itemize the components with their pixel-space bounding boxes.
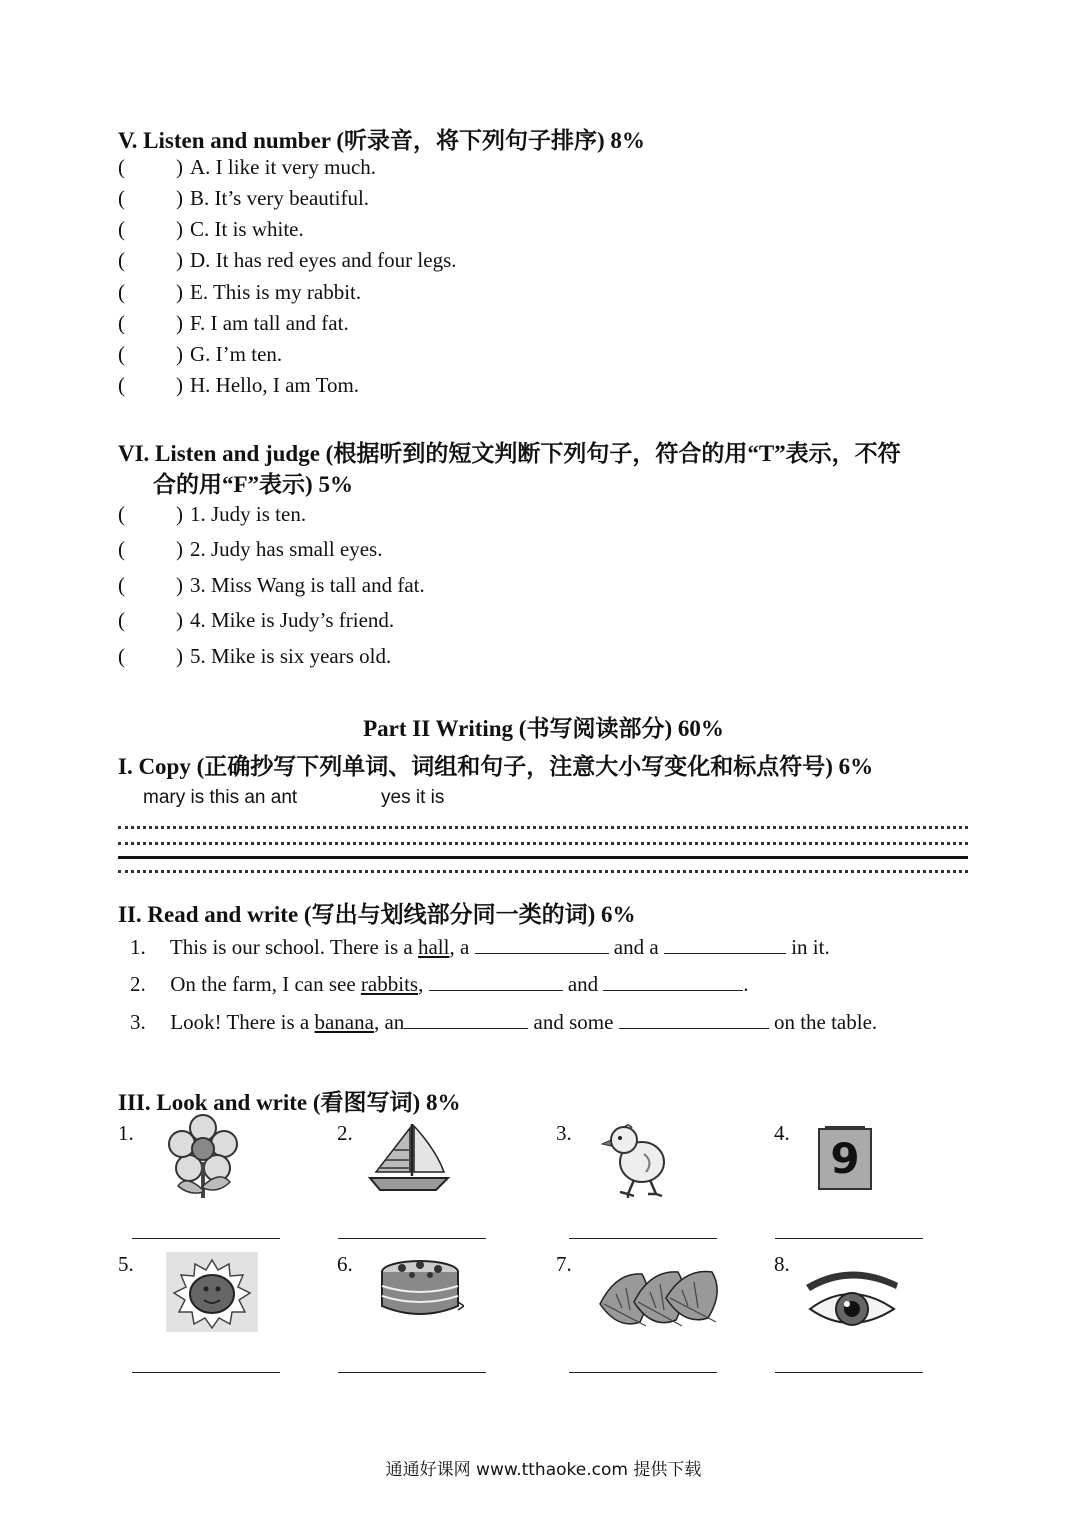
answer-paren-left: ( [118,311,125,335]
flower-icon [164,1112,242,1204]
picture-number: 2. [337,1121,353,1145]
list-item [118,342,718,370]
underlined-word: hall [417,935,450,959]
answer-line[interactable] [569,1372,717,1373]
picture-number: 3. [556,1121,572,1145]
sun-icon [166,1252,258,1332]
section-vi-heading-cont: 合的用“F”表示) 5% [153,472,353,497]
answer-paren-left: ( [118,644,125,668]
answer-blank[interactable] [603,972,743,991]
answer-paren-left: ( [118,373,125,397]
picture-number: 6. [337,1252,353,1276]
list-item [118,502,718,530]
section-v-heading: V. Listen and number (听录音，将下列句子排序) 8% [118,128,645,153]
footer-text: 通通好课网 www.tthaoke.com 提供下载 [385,1460,702,1480]
list-item [118,155,718,183]
list-item [118,186,718,214]
list-item [118,537,718,565]
item-text: 2. Judy has small eyes. [190,537,383,561]
picture-number: 7. [556,1252,572,1276]
item-text: and a [608,935,664,959]
copy-phrase-2: yes it is [381,787,445,808]
answer-paren-left: ( [118,155,125,179]
answer-paren-left: ( [118,248,125,272]
answer-paren-right: ) [176,311,183,335]
answer-line[interactable] [338,1238,486,1239]
item-text: A. I like it very much. [190,155,377,179]
writing-line-dotted-top [118,826,968,829]
number-nine-icon [818,1128,872,1190]
answer-paren-right: ) [176,217,183,241]
item-text: 4. Mike is Judy’s friend. [190,608,395,632]
item-text: and [562,972,604,996]
read-item-3 [130,1010,877,1035]
answer-blank[interactable] [429,972,563,991]
answer-paren-right: ) [176,644,183,668]
answer-line[interactable] [775,1238,923,1239]
writing-line-dotted-bottom [118,870,968,873]
item-text: on the table. [768,1010,878,1034]
item-text: On the farm, I can see [170,972,361,996]
underlined-word: rabbits [360,972,419,996]
item-text: . [743,972,749,996]
section-vi-heading: VI. Listen and judge (根据听到的短文判断下列句子，符合的用“T”表示，不符 [118,441,901,466]
picture-number: 8. [774,1252,790,1276]
answer-line[interactable] [569,1238,717,1239]
item-text: in it. [785,935,830,959]
answer-paren-left: ( [118,573,125,597]
item-number: 3. [130,1010,146,1034]
part-two-title: Part II Writing (书写阅读部分) 60% [363,716,724,741]
answer-paren-right: ) [176,155,183,179]
chick-icon [598,1120,672,1198]
list-item [118,280,718,308]
number-nine-label: 9 [830,1134,860,1183]
answer-blank[interactable] [475,935,609,954]
section-v-list [118,155,718,405]
list-item [118,311,718,339]
section-vi-list [118,502,718,682]
copy-phrase-1: mary is this an ant [143,787,298,808]
underlined-word: banana [314,1010,374,1034]
item-text: B. It’s very beautiful. [190,186,370,210]
item-number: 2. [130,972,146,996]
answer-paren-right: ) [176,342,183,366]
item-text: , an [373,1010,405,1034]
answer-paren-right: ) [176,502,183,526]
answer-paren-right: ) [176,608,183,632]
section-copy-heading: I. Copy (正确抄写下列单词、词组和句子，注意大小写变化和标点符号) 6% [118,754,874,779]
section-read-heading: II. Read and write (写出与划线部分同一类的词) 6% [118,902,636,927]
item-text: F. I am tall and fat. [190,311,349,335]
item-text: , [418,972,429,996]
answer-line[interactable] [338,1372,486,1373]
list-item [118,373,718,401]
item-text: G. I’m ten. [190,342,283,366]
picture-number: 5. [118,1252,134,1276]
leaves-icon [596,1264,722,1336]
section-look-heading: III. Look and write (看图写词) 8% [118,1090,461,1115]
list-item [118,573,718,601]
item-text: D. It has red eyes and four legs. [190,248,457,272]
picture-number: 4. [774,1121,790,1145]
answer-paren-right: ) [176,280,183,304]
answer-paren-left: ( [118,217,125,241]
answer-paren-right: ) [176,573,183,597]
read-item-2 [130,972,749,997]
answer-paren-right: ) [176,373,183,397]
item-text: , a [449,935,475,959]
writing-line-baseline [118,856,968,859]
answer-line[interactable] [132,1238,280,1239]
answer-blank[interactable] [664,935,786,954]
cake-icon [378,1258,464,1322]
item-text: 5. Mike is six years old. [190,644,392,668]
read-item-1 [130,935,830,960]
answer-paren-left: ( [118,186,125,210]
sailboat-icon [366,1120,450,1194]
item-text: H. Hello, I am Tom. [190,373,360,397]
item-text: and some [528,1010,619,1034]
item-text: 1. Judy is ten. [190,502,307,526]
answer-paren-left: ( [118,280,125,304]
eye-icon [802,1265,902,1331]
answer-paren-left: ( [118,537,125,561]
list-item [118,644,718,672]
answer-blank[interactable] [404,1010,528,1029]
picture-number: 1. [118,1121,134,1145]
answer-paren-left: ( [118,502,125,526]
item-text: Look! There is a [170,1010,315,1034]
item-text: This is our school. There is a [169,935,418,959]
item-text: C. It is white. [190,217,304,241]
answer-blank[interactable] [619,1010,769,1029]
item-number: 1. [130,935,146,959]
answer-paren-right: ) [176,537,183,561]
item-text: E. This is my rabbit. [190,280,362,304]
list-item [118,248,718,276]
answer-paren-left: ( [118,342,125,366]
answer-line[interactable] [775,1372,923,1373]
writing-line-dotted-mid [118,842,968,845]
answer-paren-right: ) [176,248,183,272]
answer-paren-right: ) [176,186,183,210]
answer-line[interactable] [132,1372,280,1373]
list-item [118,217,718,245]
item-text: 3. Miss Wang is tall and fat. [190,573,425,597]
list-item [118,608,718,636]
answer-paren-left: ( [118,608,125,632]
